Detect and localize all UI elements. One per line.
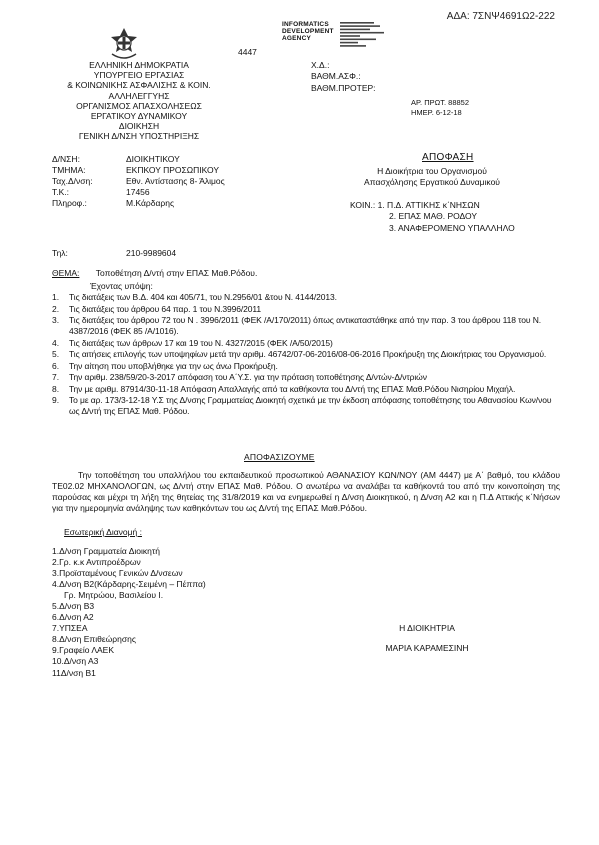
recipient: 2. ΕΠΑΣ ΜΑΘ. ΡΟΔΟΥ bbox=[389, 211, 478, 222]
list-item: 7.ΥΠΣΕΑ bbox=[52, 623, 88, 634]
list-number: 7. bbox=[52, 372, 60, 383]
protocol-number: ΑΡ. ΠΡΩΤ. 88852 bbox=[411, 98, 470, 107]
greek-coat-of-arms-icon bbox=[106, 26, 142, 62]
list-item bbox=[52, 292, 552, 303]
phone-value: 210-9989604 bbox=[126, 248, 177, 258]
meta-value: Εθν. Αντίστασης 8- Άλιμος bbox=[126, 176, 225, 187]
subject-row bbox=[52, 268, 257, 279]
meta-value: ΔΙΟΙΚΗΤΙΚΟΥ bbox=[126, 154, 180, 164]
list-number: 8. bbox=[52, 383, 60, 394]
subject-value: Τοποθέτηση Δ/ντή στην ΕΠΑΣ Μαθ.Ρόδου. bbox=[95, 268, 258, 278]
org-line: ΓΕΝΙΚΗ Δ/ΝΣΗ ΥΠΟΣΤΗΡΙΞΗΣ bbox=[78, 131, 200, 142]
list-number: 6. bbox=[52, 360, 60, 371]
list-item: 3.Προϊσταμένους Γενικών Δ/νσεων bbox=[52, 568, 183, 579]
phone-row bbox=[52, 248, 177, 259]
meta-label: Ταχ.Δ/νση: bbox=[52, 176, 93, 187]
document-number: 4447 bbox=[238, 47, 257, 57]
classification-line: Χ.Δ.: bbox=[311, 60, 330, 70]
list-item bbox=[52, 395, 552, 417]
meta-row bbox=[52, 198, 225, 209]
org-line: ΔΙΟΙΚΗΣΗ bbox=[118, 121, 160, 132]
recipient: ΚΟΙΝ.: 1. Π.Δ. ΑΤΤΙΚΗΣ κ΄ΝΗΣΩΝ bbox=[350, 200, 480, 210]
sender-details bbox=[52, 154, 225, 209]
list-item bbox=[52, 361, 552, 372]
meta-row bbox=[52, 187, 225, 198]
list-number: 2. bbox=[52, 303, 60, 314]
having-regard: Έχοντας υπόψη: bbox=[90, 281, 153, 291]
meta-row bbox=[52, 165, 225, 176]
list-number: 4. bbox=[52, 337, 60, 348]
internal-distribution-label: Εσωτερική Διανομή : bbox=[64, 527, 142, 537]
list-item bbox=[52, 384, 552, 395]
informatics-agency-logo bbox=[282, 22, 412, 42]
considerations-list bbox=[52, 292, 552, 418]
decision-body: Την τοποθέτηση του υπαλλήλου του εκπαιδευτικού προσωπικού ΑΘΑΝΑΣΙΟΥ ΚΩΝ/ΝΟΥ (ΑΜ 4447) με Α΄ βαθμό, του κλάδου ΤΕ02.02 ΜΗΧΑΝΟΛΟΓΩΝ, ως Δ/ντή στην ΕΠΑΣ Μαθ. Ρόδου. Ο ανωτέρω να αναλάβει τα καθήκοντά του από την κοινοποίηση της παρούσας και μέχρι τη λήξη της θητείας της 31/8/2019 και να ενημερωθεί η Δ/νση Διοικητικού, η Δ/νση Α2 και η Π.Δ Αττικής κ΄Νήσων για την ημερομηνία ανάληψης των καθηκόντων του ως Δ/ντή της ΕΠΑΣ Μαθ.Ρόδου. bbox=[52, 470, 560, 514]
list-number: 9. bbox=[52, 395, 60, 406]
org-line: ΑΛΛΗΛΕΓΓΥΗΣ bbox=[108, 90, 170, 101]
list-text: Τις αιτήσεις επιλογής των υποψηφίων μετά την αριθμ. 46742/07-06-2016/08-06-2016 Προκήρυξη της Διοικήτριας του Οργανισμού. bbox=[69, 349, 547, 360]
list-item: 2.Γρ. κ.κ Αντιπροέδρων bbox=[52, 557, 141, 568]
meta-value: ΕΚΠΚΟΥ ΠΡΟΣΩΠΙΚΟΥ bbox=[126, 165, 220, 176]
list-item: 10.Δ/νση Α3 bbox=[52, 656, 99, 667]
list-text: Το με αρ. 173/3-12-18 Υ.Σ της Δ/νσης Γραμματείας Διοικητή σχετικά με την έκδοση απόφασης τοποθέτησης του Αθανασίου Κων/νου ως Δ/ντή της ΕΠΑΣ Μαθ. Ρόδου. bbox=[69, 395, 552, 417]
list-number: 3. bbox=[52, 315, 60, 326]
organization-header bbox=[44, 60, 234, 142]
meta-label: Δ/ΝΣΗ: bbox=[52, 154, 80, 164]
list-item: 5.Δ/νση Β3 bbox=[52, 601, 95, 612]
list-item bbox=[52, 349, 552, 360]
list-text: Την αριθμ. 238/59/20-3-2017 απόφαση του Α΄Υ.Σ. για την πρόταση τοποθέτησης Δ/ντών-Δ/ντριών bbox=[69, 372, 427, 383]
signature-role: Η ΔΙΟΙΚΗΤΡΙΑ bbox=[399, 623, 455, 633]
list-text: Τις διατάξεις του άρθρου 72 του Ν . 3996/2011 (ΦΕΚ /Α/170/2011) όπως αντικαταστάθηκε από την παρ. 3 του άρθρου 118 του Ν. 4387/2016 (ΦΕΚ 85 /Α/1016). bbox=[69, 315, 542, 337]
subject-label: ΘΕΜΑ: bbox=[52, 268, 80, 278]
list-text: Την με αριθμ. 87914/30-11-18 Απόφαση Απαλλαγής από τα καθήκοντα του Δ/ντή της ΕΠΑΣ Μαθ.Ρόδου Νισηρίου Μιχαήλ. bbox=[69, 383, 516, 394]
org-line: ΕΡΓΑΤΙΚΟΥ ΔΥΝΑΜΙΚΟΥ bbox=[90, 110, 188, 121]
recipients-list bbox=[350, 200, 515, 234]
meta-label: ΤΜΗΜΑ: bbox=[52, 165, 86, 176]
list-item: 1.Δ/νση Γραμματεία Διοικητή bbox=[52, 546, 160, 556]
list-item bbox=[52, 338, 552, 349]
decision-subtitle: Η Διοικήτρια του Οργανισμού Απασχόλησης Εργατικού Δυναμικού bbox=[364, 166, 500, 188]
classification-line: ΒΑΘΜ.ΑΣΦ.: bbox=[311, 71, 361, 82]
list-text: Την αίτηση που υποβλήθηκε για την ως άνω Προκήρυξη. bbox=[69, 360, 278, 371]
list-item: 8.Δ/νση Επιθεώρησης bbox=[52, 634, 136, 645]
list-item: 6.Δ/νση Α2 bbox=[52, 612, 94, 623]
meta-row bbox=[52, 154, 225, 165]
meta-label: Πληροφ.: bbox=[52, 198, 87, 209]
protocol-info bbox=[411, 98, 469, 118]
ada-code: ΑΔΑ: 7ΣΝΨ4691Ω2-222 bbox=[446, 11, 555, 22]
list-item bbox=[52, 304, 552, 315]
signature-block bbox=[372, 619, 482, 658]
list-item: 9.Γραφείο ΛΑΕΚ bbox=[52, 645, 115, 656]
classification-line: ΒΑΘΜ.ΠΡΟΤΕΡ: bbox=[311, 82, 376, 93]
list-text: Τις διατάξεις των άρθρων 17 και 19 του Ν. 4327/2015 (ΦΕΚ /Α/50/2015) bbox=[69, 337, 333, 348]
list-text: Τις διατάξεις του άρθρου 64 παρ. 1 του Ν.3996/2011 bbox=[69, 303, 262, 314]
list-text: Τις διατάξεις των Β.Δ. 404 και 405/71, του Ν.2956/01 &του Ν. 4144/2013. bbox=[69, 292, 337, 302]
org-line: ΥΠΟΥΡΓΕΙΟ ΕΡΓΑΣΙΑΣ bbox=[93, 70, 185, 81]
logo-line: INFORMATICS bbox=[282, 21, 329, 28]
meta-value: Μ.Κάρδαρης bbox=[126, 198, 175, 209]
list-number: 5. bbox=[52, 349, 60, 360]
signature-name: ΜΑΡΙΑ ΚΑΡΑΜΕΣΙΝΗ bbox=[385, 642, 469, 653]
list-item: 11Δ/νση Β1 bbox=[52, 667, 96, 678]
logo-line: DEVELOPMENT bbox=[282, 27, 334, 35]
org-line: & ΚΟΙΝΩΝΙΚΗΣ ΑΣΦΑΛΙΣΗΣ & ΚΟΙΝ. bbox=[67, 80, 211, 91]
we-decide-heading: ΑΠΟΦΑΣΙΖΟΥΜΕ bbox=[244, 452, 315, 462]
list-item bbox=[52, 372, 552, 383]
list-number: 1. bbox=[52, 292, 60, 302]
distribution-list bbox=[52, 546, 206, 679]
phone-label: Τηλ: bbox=[52, 248, 68, 258]
meta-label: Τ.Κ.: bbox=[52, 187, 70, 198]
logo-line: AGENCY bbox=[282, 34, 312, 42]
recipient: 3. ΑΝΑΦΕΡΟΜΕΝΟ ΥΠΑΛΛΗΛΟ bbox=[389, 222, 515, 233]
list-item: 4.Δ/νση Β2(Κάρδαρης-Σειμένη – Πέππα) bbox=[52, 579, 206, 590]
org-line: ΟΡΓΑΝΙΣΜΟΣ ΑΠΑΣΧΟΛΗΣΕΩΣ bbox=[76, 100, 202, 111]
meta-row bbox=[52, 176, 225, 187]
list-item bbox=[52, 315, 552, 337]
list-item: Γρ. Μητρώου, Βασιλείου Ι. bbox=[64, 590, 164, 601]
org-line: ΕΛΛΗΝΙΚΗ ΔΗΜΟΚΡΑΤΙΑ bbox=[89, 60, 189, 70]
classification-fields bbox=[311, 60, 376, 94]
decision-title: ΑΠΟΦΑΣΗ bbox=[422, 152, 474, 163]
protocol-date: ΗΜΕΡ. 6-12-18 bbox=[411, 107, 462, 117]
meta-value: 17456 bbox=[126, 187, 150, 198]
logo-fine-print bbox=[340, 22, 400, 49]
